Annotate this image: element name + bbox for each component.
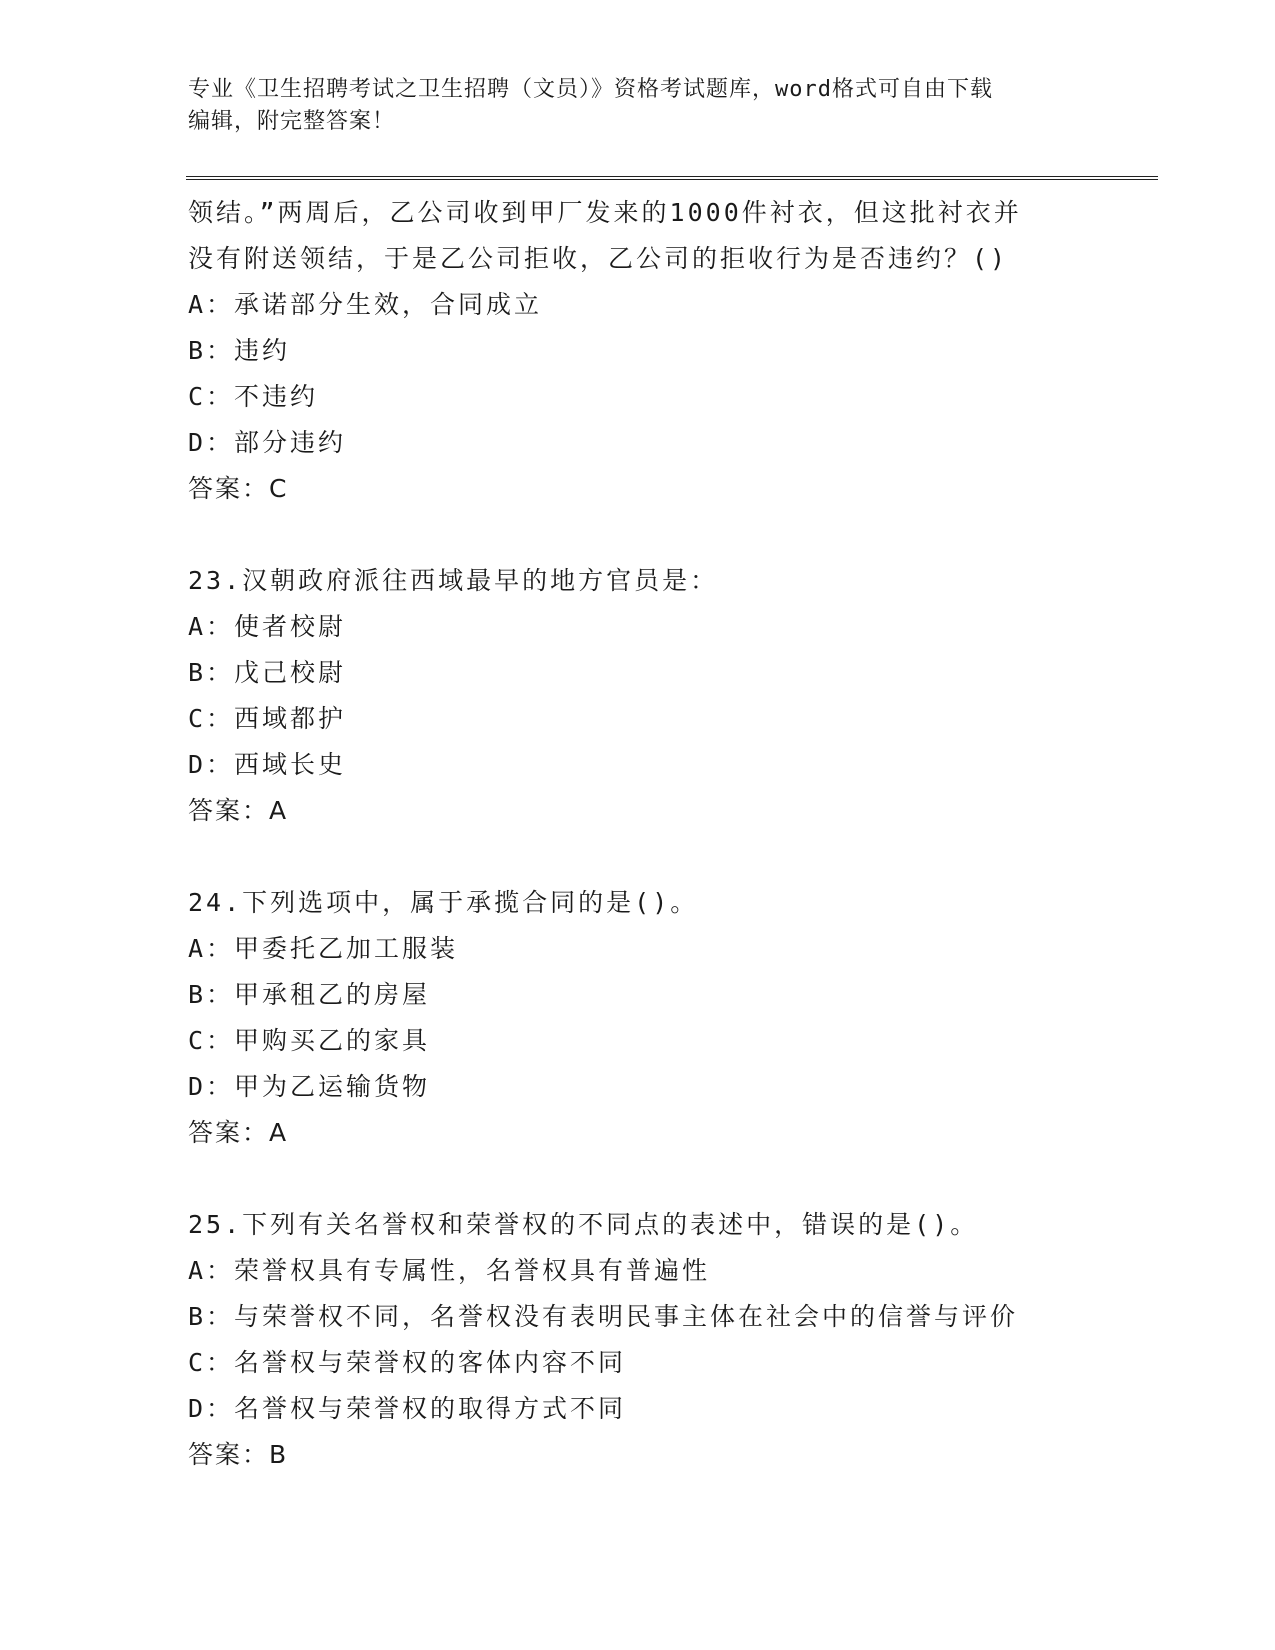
option-c: C：西域都护 (188, 704, 347, 733)
option-d: D：甲为乙运输货物 (188, 1072, 431, 1101)
answer-label: 答案：A (188, 796, 289, 825)
option-a: A：承诺部分生效，合同成立 (188, 290, 543, 319)
option-a: A：甲委托乙加工服装 (188, 934, 459, 963)
question-23 (188, 558, 1128, 834)
question-text: 25.下列有关名誉权和荣誉权的不同点的表述中，错误的是()。 (188, 1210, 979, 1239)
option-d: D：部分违约 (188, 428, 347, 457)
option-b: B：与荣誉权不同，名誉权没有表明民事主体在社会中的信誉与评价 (188, 1302, 1019, 1331)
answer-label: 答案：B (188, 1440, 289, 1469)
question-24 (188, 880, 1128, 1156)
spacer (188, 834, 1128, 880)
header-line-1: 专业《卫生招聘考试之卫生招聘（文员）》资格考试题库，word格式可自由下载 (188, 77, 993, 102)
option-a: A：荣誉权具有专属性，名誉权具有普遍性 (188, 1256, 711, 1285)
answer-label: 答案：A (188, 1118, 289, 1147)
question-text: 24.下列选项中，属于承揽合同的是()。 (188, 888, 699, 917)
question-25 (188, 1202, 1128, 1478)
option-d: D：名誉权与荣誉权的取得方式不同 (188, 1394, 627, 1423)
question-list (188, 190, 1128, 1478)
option-d: D：西域长史 (188, 750, 347, 779)
header-line-2: 编辑，附完整答案！ (188, 109, 396, 134)
option-b: B：甲承租乙的房屋 (188, 980, 431, 1009)
question-text: 领结。”两周后，乙公司收到甲厂发来的1000件衬衣，但这批衬衣并 (188, 198, 1022, 227)
option-c: C：名誉权与荣誉权的客体内容不同 (188, 1348, 627, 1377)
option-b: B：违约 (188, 336, 291, 365)
question-text: 没有附送领结，于是乙公司拒收，乙公司的拒收行为是否违约？() (188, 244, 1009, 273)
spacer (188, 512, 1128, 558)
question-continuation (188, 190, 1128, 512)
header-divider (186, 176, 1158, 180)
document-header (188, 74, 1088, 138)
option-b: B：戊己校尉 (188, 658, 347, 687)
option-a: A：使者校尉 (188, 612, 347, 641)
question-text: 23.汉朝政府派往西域最早的地方官员是： (188, 566, 719, 595)
option-c: C：不违约 (188, 382, 319, 411)
spacer (188, 1156, 1128, 1202)
option-c: C：甲购买乙的家具 (188, 1026, 431, 1055)
answer-label: 答案：C (188, 474, 289, 503)
